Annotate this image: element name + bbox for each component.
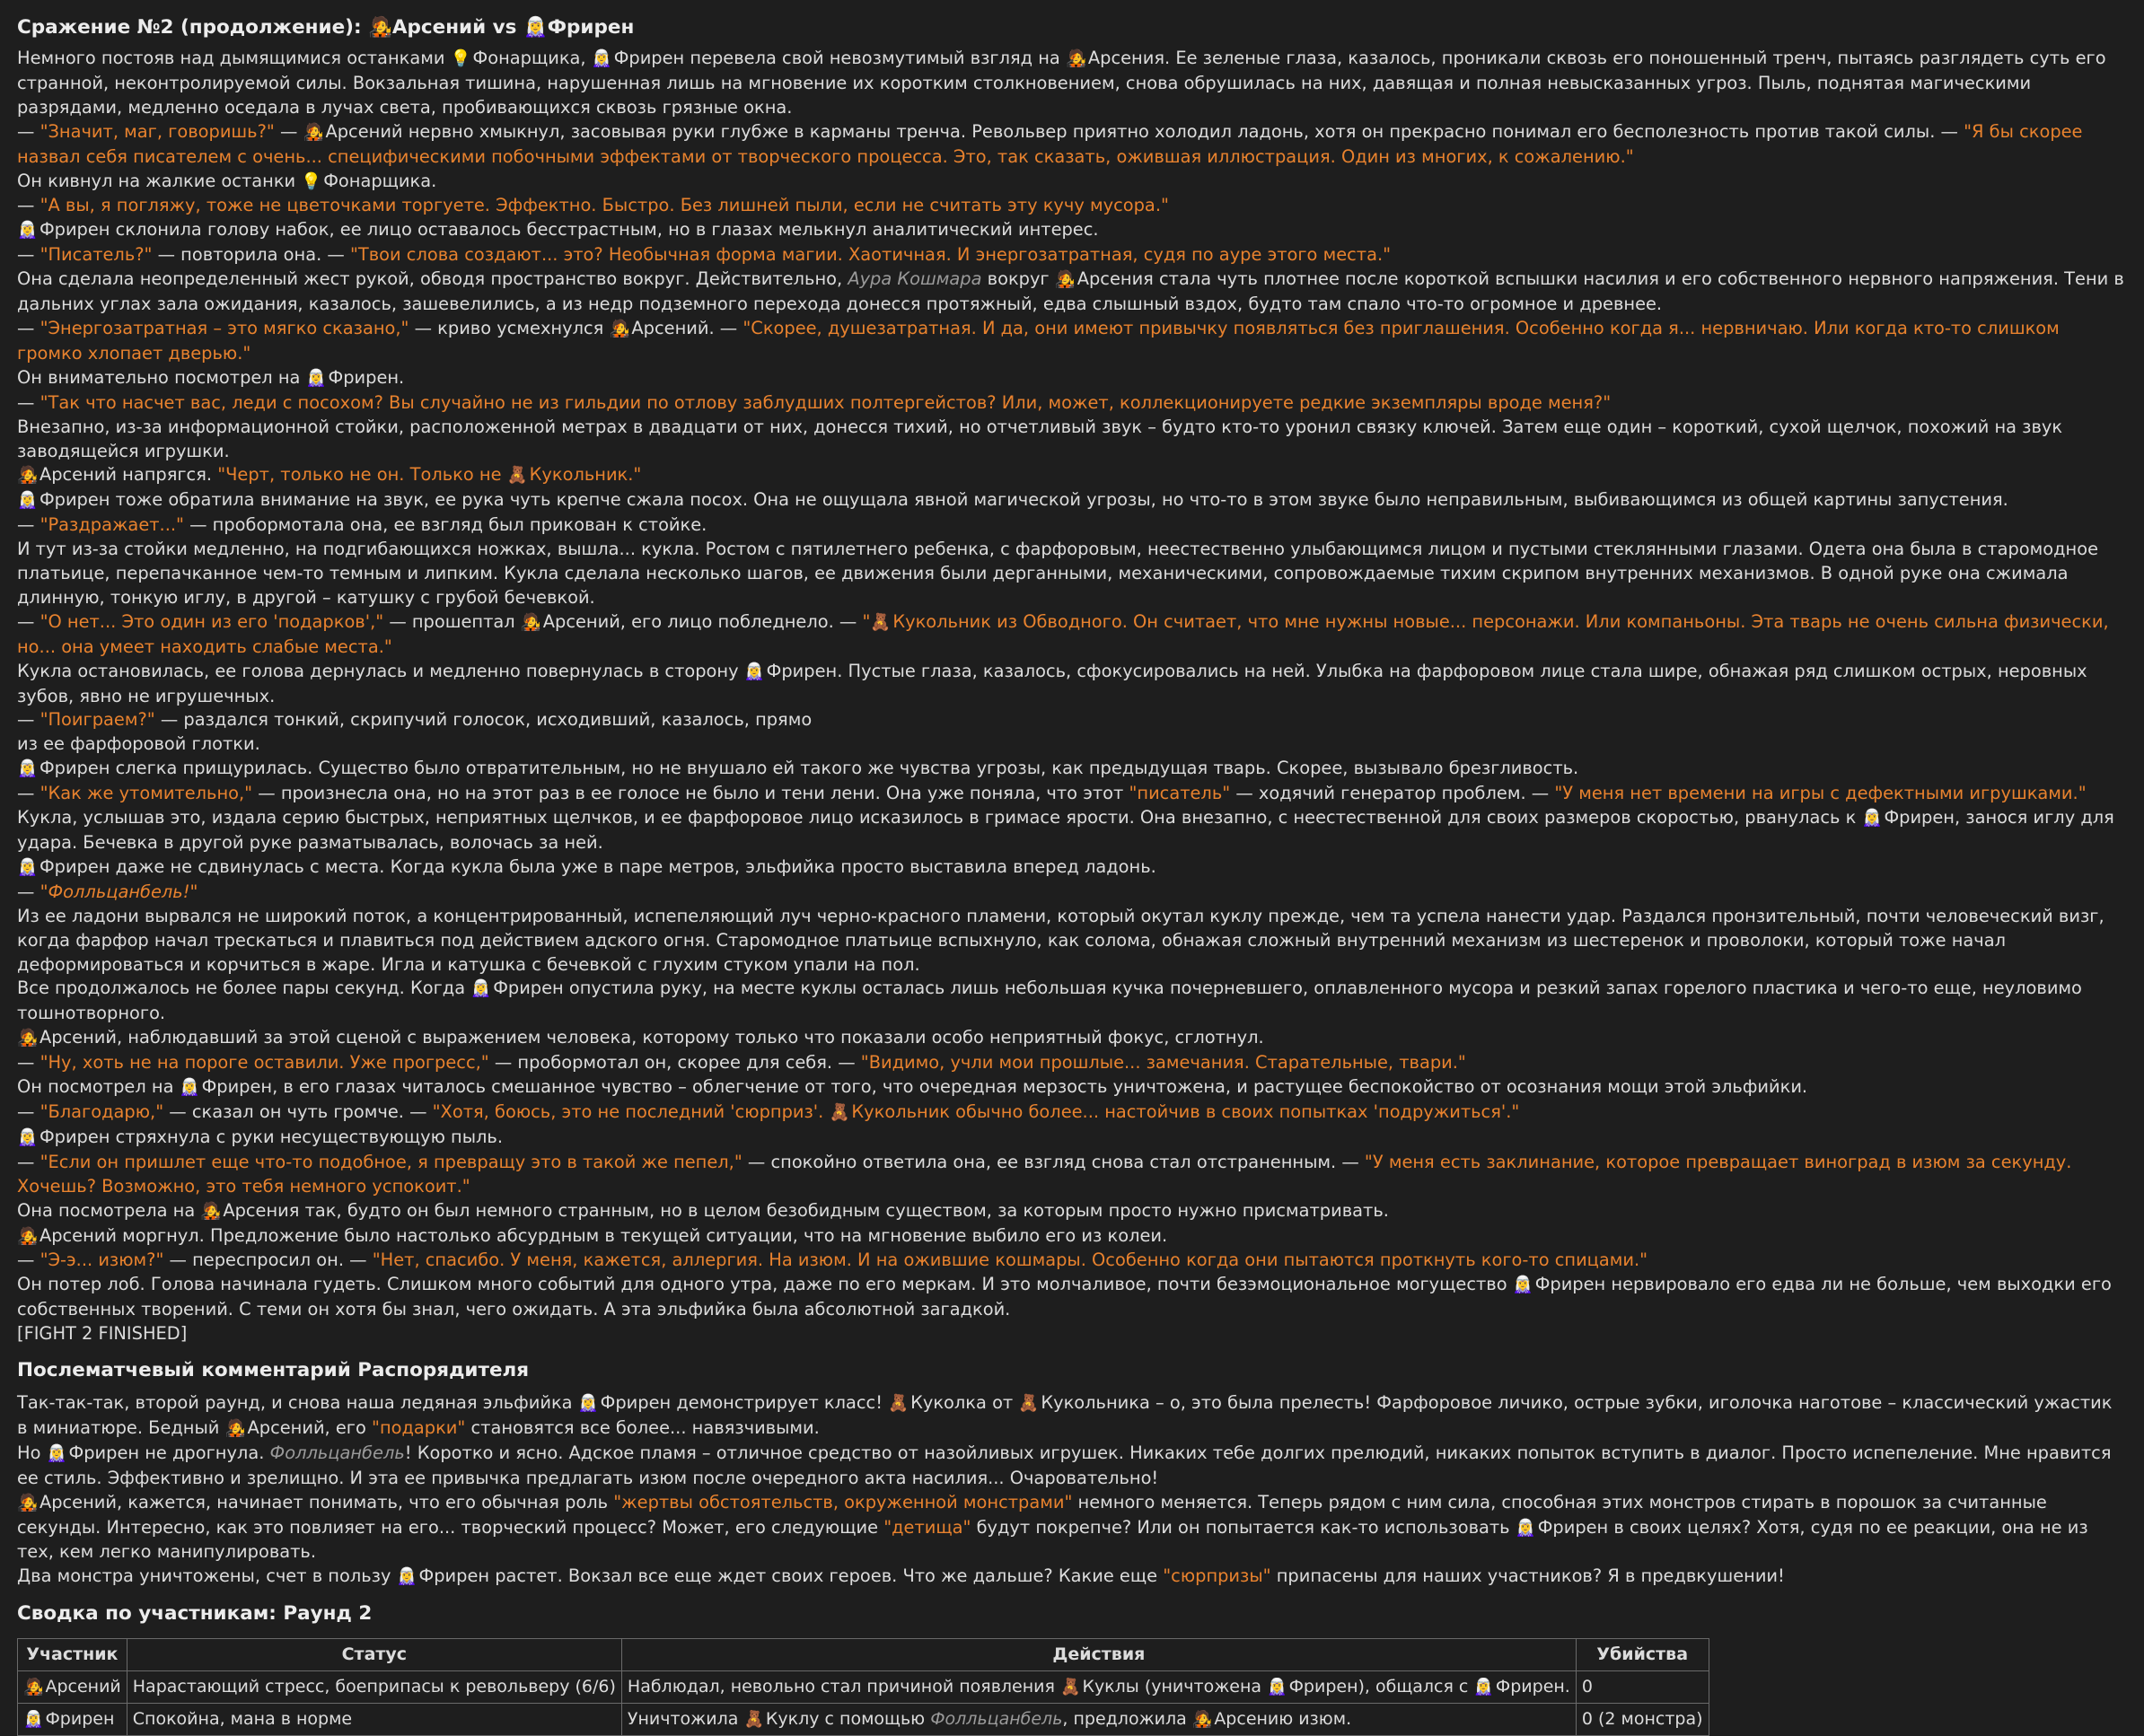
text-run: — повторила она. — xyxy=(152,244,350,266)
quote-text: "А вы, я погляжу, тоже не цветочками торгуете. Эффектно. Быстро. Без лишней пыли, если не считать эту кучу мусора." xyxy=(40,195,1169,216)
text-run: Арсений xyxy=(45,1677,121,1697)
paragraph xyxy=(17,243,2127,267)
emoji-icon: 🧝‍♀️ xyxy=(1861,809,1883,829)
quote-text: "У меня есть заклинание, которое превращает виноград в изюм за секунду. Хочешь? Возможно, это тебя немного успокоит." xyxy=(17,1151,2072,1197)
text-run: Фрирен стряхнула с руки несуществующую пыль. xyxy=(39,1126,504,1147)
spell-name: "Фолльцанбель!" xyxy=(40,881,198,902)
emoji-icon: 🧝‍♀️ xyxy=(17,857,38,877)
table-row xyxy=(18,1704,1709,1736)
paragraph xyxy=(17,708,2127,732)
emoji-icon: 🧸 xyxy=(743,1710,764,1730)
text-run: Фрирен даже не сдвинулась с места. Когда кукла была уже в паре метров, эльфийка просто выставила вперед ладонь. xyxy=(39,855,1156,877)
text-run: Он внимательно посмотрел на xyxy=(17,366,306,388)
commentary-heading: Послематчевый комментарий Распорядителя xyxy=(17,1359,530,1382)
paragraph xyxy=(17,1565,2127,1590)
text-run: — xyxy=(17,391,40,413)
text-run: Арсений напрягся. xyxy=(39,464,218,486)
italic-term: Аура Кошмара xyxy=(848,268,982,290)
quote-text: Кукольник обычно более... настойчив в своих попытках 'подружиться'." xyxy=(851,1100,1520,1122)
text-run: Арсений моргнул. Предложение было настолько абсурдным в текущей ситуации, что на мгновение выбило его из колеи. xyxy=(39,1224,1168,1246)
quote-text: "писатель" xyxy=(1129,783,1231,804)
emoji-icon: 🧝‍♀️ xyxy=(305,368,327,388)
paragraph xyxy=(17,1491,2127,1565)
text-run: немного меняется. Теперь рядом с ним сила, способная этих монстров стирать в порошок за считанные секунды. Интересно, как это повлияет на его... творческий процесс? Может, его следующие xyxy=(17,1491,2047,1538)
text-run: — переспросил он. — xyxy=(163,1249,373,1271)
text-run: Так-так-так, второй раунд, и снова наша ледяная эльфийка xyxy=(17,1392,578,1414)
emoji-icon: 🧝‍♀️ xyxy=(1267,1678,1287,1697)
text-run: Фонарщика. xyxy=(323,170,437,191)
text-run: Арсений. — xyxy=(631,317,743,338)
quote-text: "сюрпризы" xyxy=(1163,1565,1271,1587)
paragraph xyxy=(17,513,2127,538)
emoji-icon: 🧑‍🎤 xyxy=(303,122,324,142)
emoji-icon: 🧑‍🎤 xyxy=(200,1201,222,1221)
emoji-icon: 🧝‍♀️ xyxy=(591,49,612,68)
emoji-icon: 🧝‍♀️ xyxy=(577,1394,599,1414)
paragraph xyxy=(17,1126,2127,1151)
text-run: [FIGHT 2 FINISHED] xyxy=(17,1323,188,1345)
text-run: Внезапно, из-за информационной стойки, расположенной метрах в двадцати от них, донесся тихий, но отчетливый звук – будто кто-то уронил связку ключей. Затем еще один – короткий, сухой щелчок, похожий на звук заводящейся игрушки. xyxy=(17,416,2063,461)
paragraph xyxy=(17,366,2127,391)
text-run: Два монстра уничтожены, счет в пользу xyxy=(17,1565,397,1587)
emoji-icon: 🧑‍🎤 xyxy=(520,612,541,632)
text-run: Куколка от xyxy=(910,1392,1019,1414)
italic-term: Фолльцанбель xyxy=(269,1442,405,1463)
quote-text: "детища" xyxy=(883,1516,971,1538)
quote-text: "Поиграем?" xyxy=(40,709,155,731)
emoji-icon: 🧑‍🎤 xyxy=(17,1493,38,1512)
text-run: Фрирен слегка прищурилась. Существо было отвратительным, но не внушало ей такого же чувства угрозы, как предыдущая тварь. Скорее, вызывало брезгливость. xyxy=(39,758,1579,779)
table-header-cell: Участник xyxy=(18,1639,127,1671)
text-run: становятся все более... навязчивыми. xyxy=(465,1416,820,1438)
text-run: 0 (2 монстра) xyxy=(1581,1709,1703,1730)
text-run: — xyxy=(17,317,40,338)
quote-text: "Хотя, боюсь, это не последний 'сюрприз'. xyxy=(432,1100,830,1122)
text-run: Куклы (уничтожена xyxy=(1082,1677,1268,1697)
text-run: — xyxy=(17,1151,40,1172)
text-run: Фрирен не дрогнула. xyxy=(68,1442,270,1463)
text-run: Она сделала неопределенный жест рукой, обводя пространство вокруг. Действительно, xyxy=(17,268,848,290)
paragraph xyxy=(17,391,2127,416)
quote-text: Кукольник из Обводного. Он считает, что мне нужны новые... персонажи. Или компаньоны. Эта тварь не очень сильна физически, но... она умеет находить слабые места." xyxy=(17,610,2109,657)
emoji-icon: 🧑‍🎤 xyxy=(17,1226,38,1246)
paragraph xyxy=(17,1100,2127,1126)
emoji-icon: 🧑‍🎤 xyxy=(224,1418,246,1438)
paragraph xyxy=(17,1051,2127,1075)
text-run: — xyxy=(17,1052,40,1074)
emoji-icon: 🧸 xyxy=(870,612,892,632)
text-run: Фрирен в своих целях? Хотя, судя по ее реакции, она не из тех, кем легко манипулировать. xyxy=(17,1516,2088,1563)
quote-text: "О нет... Это один из его 'подарков'," xyxy=(40,610,384,632)
text-run: Нарастающий стресс, боеприпасы к револьверу (6/6) xyxy=(132,1677,616,1697)
text-run: Фрирен склонила голову набок, ее лицо оставалось бесстрастным, но в глазах мелькнул аналитический интерес. xyxy=(39,219,1099,241)
text-run: 0 xyxy=(1581,1677,1593,1697)
emoji-icon: 🧸 xyxy=(1018,1394,1040,1414)
text-run: — раздался тонкий, скрипучий голосок, исходивший, казалось, прямо xyxy=(154,709,813,731)
text-run: Кукла остановилась, ее голова дернулась и медленно повернулась в сторону xyxy=(17,660,744,681)
table-cell xyxy=(18,1704,127,1736)
emoji-icon: 🧝‍♀️ xyxy=(17,1127,38,1147)
quote-text: "Значит, маг, говоришь?" xyxy=(40,120,275,142)
emoji-icon: 🧝‍♀️ xyxy=(17,491,38,511)
paragraph xyxy=(17,782,2127,806)
emoji-icon: 🧝‍♀️ xyxy=(17,221,38,241)
text-run: Наблюдал, невольно стал причиной появления xyxy=(627,1677,1060,1697)
quote-text: "Я бы скорее назвал себя писателем с очень... специфическими побочными эффектами от творческого процесса. Это, так сказать, ожившая иллюстрация. Один из многих, к сожалению." xyxy=(17,120,2083,167)
paragraph xyxy=(17,488,2127,513)
emoji-icon: 🧑‍🎤 xyxy=(1054,270,1076,290)
paragraph xyxy=(17,732,2127,757)
text-run: Фрирен опустила руку, на месте куклы осталась лишь небольшая кучка почерневшего, оплавленного мусора и резкий запах горелого пластика и чего-то еще, неуловимо тошнотворного. xyxy=(17,978,2082,1024)
table-cell xyxy=(18,1671,127,1704)
text-run: И тут из-за стойки медленно, на подгибающихся ножках, вышла... кукла. Ростом с пятилетнего ребенка, с фарфоровым, неестественно улыбающимся лицом и пустыми стеклянными глазами. Одета она была в старомодное платьице, перепачканное чем-то темным и липким. Кукла сделала несколько шагов, ее движения были дерганными, механическими, сопровождаемые тихим скрипом внутренних механизмов. В одной руке она сжимала длинную, тонкую иглу, в другой – катушку с грубой бечевкой. xyxy=(17,539,2098,608)
quote-text: "подарки" xyxy=(372,1416,466,1438)
paragraph xyxy=(17,1075,2127,1100)
table-cell xyxy=(1576,1704,1709,1736)
paragraph xyxy=(17,1391,2127,1442)
text-run: Фрирен. Пустые глаза, казалось, сфокусировались на ней. Улыбка на фарфоровом лице стала шире, обнажая ряд слишком острых, неровных зубов, явно не игрушечных. xyxy=(17,660,2087,706)
emoji-icon: 🧑‍🎤 xyxy=(1065,49,1086,68)
text-run: — xyxy=(274,120,303,142)
text-run: — xyxy=(17,610,40,632)
text-run: Арсений, его лицо побледнело. — xyxy=(542,610,863,632)
text-run: Арсений, кажется, начинает понимать, что его обычная роль xyxy=(39,1491,614,1512)
text-run: Фрирен перевела свой невозмутимый взгляд на xyxy=(613,48,1066,68)
text-run: Фонарщика, xyxy=(472,48,592,68)
text-run: Арсений, наблюдавший за этой сценой с выражением человека, которому только что показали особо неприятный фокус, сглотнул. xyxy=(39,1027,1264,1048)
table-header-cell: Действия xyxy=(621,1639,1576,1671)
paragraph xyxy=(17,170,2127,195)
text-run: — xyxy=(17,244,40,266)
paragraph xyxy=(17,881,2127,905)
text-run: вокруг xyxy=(981,268,1055,290)
text-run: Арсению изюм. xyxy=(1214,1709,1352,1730)
paragraph xyxy=(17,463,2127,488)
paragraph xyxy=(17,1273,2127,1322)
paragraph xyxy=(17,416,2127,464)
emoji-icon: 🧑‍🎤 xyxy=(17,1029,38,1048)
table-cell xyxy=(127,1704,621,1736)
paragraph xyxy=(17,267,2127,317)
text-run: Фрирен), общался с xyxy=(1288,1677,1474,1697)
emoji-icon: 🧝‍♀️ xyxy=(46,1443,67,1463)
paragraph xyxy=(17,1322,2127,1346)
quote-text: Кукольник." xyxy=(529,464,642,486)
text-run: Но xyxy=(17,1442,47,1463)
italic-term: Фолльцанбель xyxy=(930,1709,1063,1730)
quote-text: "Раздражает..." xyxy=(40,514,184,536)
emoji-icon: 🧸 xyxy=(888,1394,909,1414)
quote-text: "Благодарю," xyxy=(40,1100,164,1122)
text-run: — спокойно ответила она, ее взгляд снова стал отстраненным. — xyxy=(742,1151,1365,1172)
text-run: Фрирен. xyxy=(1495,1677,1570,1697)
paragraph xyxy=(17,757,2127,782)
text-run: Арсений нервно хмыкнул, засовывая руки глубже в карманы тренча. Револьвер приятно холодил ладонь, хотя он прекрасно понимал его бесполезность против такой силы. — xyxy=(325,120,1964,142)
text-run: Уничтожила xyxy=(627,1709,744,1730)
paragraph xyxy=(17,194,2127,218)
text-run: — сказал он чуть громче. — xyxy=(163,1100,433,1122)
text-run: Фрирен демонстрирует класс! xyxy=(600,1392,889,1414)
text-run: из ее фарфоровой глотки. xyxy=(17,733,260,755)
text-run: — произнесла она, но на этот раз в ее голосе не было и тени лени. Она уже поняла, что этот xyxy=(252,783,1129,804)
emoji-icon: 🧸 xyxy=(1060,1678,1081,1697)
paragraph xyxy=(17,905,2127,978)
text-run: будут покрепче? Или он попытается как-то использовать xyxy=(971,1516,1516,1538)
table-cell xyxy=(1576,1671,1709,1704)
paragraph xyxy=(17,317,2127,366)
paragraph xyxy=(17,1026,2127,1051)
table-cell xyxy=(621,1704,1576,1736)
text-run: Кукла, услышав это, издала серию быстрых, неприятных щелчков, и ее фарфоровое лицо исказилось в гримасе ярости. Она внезапно, с неестественной для своих размеров скоростью, рванулась к xyxy=(17,807,1862,829)
paragraph xyxy=(17,977,2127,1026)
table-row xyxy=(18,1671,1709,1704)
emoji-icon: 🧝‍♀️ xyxy=(179,1078,200,1098)
emoji-icon: 🧝‍♀️ xyxy=(396,1567,417,1587)
table-header-cell: Убийства xyxy=(1576,1639,1709,1671)
quote-text: "Как же утомительно," xyxy=(40,783,253,804)
paragraph xyxy=(17,1442,2127,1491)
paragraph xyxy=(17,1249,2127,1273)
text-run: Фрирен xyxy=(45,1709,115,1730)
emoji-icon: 🧑‍🎤 xyxy=(1191,1710,1213,1730)
summary-table xyxy=(17,1638,1709,1736)
text-run: Немного постояв над дымящимися останками xyxy=(17,48,451,68)
table-cell xyxy=(621,1671,1576,1704)
text-run: Фрирен, занося иглу для удара. Бечевка в другой руке разматывалась, волочась за ней. xyxy=(17,807,2114,853)
text-run: — xyxy=(17,514,40,536)
text-run: — xyxy=(17,881,40,902)
quote-text: "Э-э... изюм?" xyxy=(40,1249,164,1271)
text-run: Спокойна, мана в норме xyxy=(132,1709,353,1730)
text-run: — xyxy=(17,1100,40,1122)
paragraph xyxy=(17,1224,2127,1249)
paragraph xyxy=(17,47,2127,120)
emoji-icon: 🧝‍♀️ xyxy=(1512,1276,1533,1295)
text-run: Фрирен тоже обратила внимание на звук, ее рука чуть крепче сжала посох. Она не ощущала явной магической угрозы, но что-то в этом звуке было неправильным, выбивающимся из общей картины запустения. xyxy=(39,489,2008,511)
text-run: Арсения стала чуть плотнее после короткой вспышки насилия и его собственного нервного напряжения. Тени в дальних углах зала ожидания, казалось, зашевелились, а из недр подземного перехода донесся протяжный, едва слышный вздох, будто там спало что-то огромное и древнее. xyxy=(17,268,2124,315)
emoji-icon: 🧝‍♀️ xyxy=(17,759,38,779)
paragraph xyxy=(17,1199,2127,1224)
quote-text: "Писатель?" xyxy=(40,244,153,266)
text-run: — xyxy=(17,783,40,804)
text-run: Он посмотрел на xyxy=(17,1076,180,1098)
fight-title: Сражение №2 (продолжение): 🧑‍🎤Арсений vs 🧝‍♀️Фрирен xyxy=(17,16,635,39)
commentary-text xyxy=(17,1391,2127,1590)
text-run: — xyxy=(17,195,40,216)
emoji-icon: 💡 xyxy=(301,171,322,191)
quote-text: "Ну, хоть не на пороге оставили. Уже прогресс," xyxy=(40,1052,489,1074)
quote-text: "Так что насчет вас, леди с посохом? Вы случайно не из гильдии по отлову заблудших полтергейстов? Или, может, коллекционируете редкие экземпляры вроде меня?" xyxy=(40,391,1612,413)
text-run: Кукольника – о, это была прелесть! Фарфоровое личико, острые зубки, иголочка наготове – классический ужастик в миниатюре. Бедный xyxy=(17,1392,2113,1438)
emoji-icon: 🧸 xyxy=(829,1102,850,1122)
paragraph xyxy=(17,855,2127,881)
emoji-icon: 🧝‍♀️ xyxy=(743,662,765,681)
text-run: — xyxy=(17,1249,40,1271)
text-run: Из ее ладони вырвался не широкий поток, а концентрированный, испепеляющий луч черно-красного пламени, который окутал куклу прежде, чем та успела нанести удар. Раздался пронзительный, почти человеческий визг, когда фарфор начал трескаться и плавиться под действием адского огня. Старомодное платьице вспыхнуло, как солома, обнажая сложный внутренний механизм из шестеренок и проволоки, который тоже начал деформироваться и корчиться в жаре. Игла и катушка с бечевкой с глухим стуком упали на пол. xyxy=(17,905,2104,975)
text-run: — ходячий генератор проблем. — xyxy=(1230,783,1555,804)
text-run: Она посмотрела на xyxy=(17,1199,201,1221)
summary-table-header-row xyxy=(18,1639,1709,1671)
text-run: Фрирен, в его глазах читалось смешанное чувство – облегчение от того, что очередная мерзость уничтожена, и растущее беспокойство от осознания мощи этой эльфийки. xyxy=(201,1076,1808,1098)
emoji-icon: 🧸 xyxy=(506,466,528,486)
text-run: Фрирен. xyxy=(328,366,405,388)
text-run: — пробормотала она, ее взгляд был прикован к стойке. xyxy=(183,514,707,536)
story-text xyxy=(17,47,2127,1346)
emoji-icon: 🧝‍♀️ xyxy=(1515,1518,1536,1538)
emoji-icon: 🧑‍🎤 xyxy=(23,1678,44,1697)
table-header-cell: Статус xyxy=(127,1639,621,1671)
text-run: Фрирен растет. Вокзал все еще ждет своих героев. Что же дальше? Какие еще xyxy=(418,1565,1164,1587)
quote-text: "Твои слова создают... это? Необычная форма магии. Хаотичная. И энергозатратная, судя по ауре этого места." xyxy=(349,244,1392,266)
text-run: , предложила xyxy=(1062,1709,1192,1730)
text-run: — пробормотал он, скорее для себя. — xyxy=(488,1052,861,1074)
text-run: Арсения. Ее зеленые глаза, казалось, проникали сквозь его поношенный тренч, пытаясь разглядеть суть его странной, неконтролируемой силы. Вокзальная тишина, нарушенная лишь на мгновение их коротким столкновением, снова обрушилась на них, давящая и полная невысказанных угроз. Пыль, поднятая магическими разрядами, медленно оседала в лучах света, пробивающихся сквозь грязные окна. xyxy=(17,48,2106,118)
paragraph xyxy=(17,610,2127,660)
emoji-icon: 🧝‍♀️ xyxy=(23,1710,44,1730)
text-run: Он кивнул на жалкие останки xyxy=(17,170,302,191)
text-run: Фрирен нервировало его едва ли не больше, чем выходки его собственных творений. С теми он хотя бы знал, чего ожидать. А эта эльфийка была абсолютной загадкой. xyxy=(17,1274,2112,1320)
text-run: Куклу с помощью xyxy=(765,1709,931,1730)
quote-text: "Энергозатратная – это мягко сказано," xyxy=(40,317,409,338)
paragraph xyxy=(17,538,2127,610)
text-run: — xyxy=(17,709,40,731)
paragraph xyxy=(17,218,2127,243)
emoji-icon: 🧝‍♀️ xyxy=(470,979,492,999)
paragraph xyxy=(17,1151,2127,1199)
text-run: — xyxy=(17,120,40,142)
quote-text: "Скорее, душезатратная. И да, они имеют привычку появляться без приглашения. Особенно когда я... нервничаю. Или когда кто-то слишком громко хлопает дверью." xyxy=(17,317,2060,364)
summary-table-body xyxy=(18,1671,1709,1736)
paragraph xyxy=(17,660,2127,709)
text-run: Он потер лоб. Голова начинала гудеть. Слишком много событий для одного утра, даже по его меркам. И это молчаливое, почти безэмоциональное могущество xyxy=(17,1274,1513,1295)
quote-text: "Если он пришлет еще что-то подобное, я превращу это в такой же пепел," xyxy=(40,1151,742,1172)
text-run: ! Коротко и ясно. Адское пламя – отличное средство от назойливых игрушек. Никаких тебе долгих прелюдий, никаких попыток вступить в диалог. Просто испепеление. Мне нравится ее стиль. Эффективно и зрелищно. И эта ее привычка предлагать изюм после очередного акта насилия... Очаровательно! xyxy=(17,1442,2112,1488)
text-run: Все продолжалось не более пары секунд. Когда xyxy=(17,978,471,999)
text-run: — криво усмехнулся xyxy=(409,317,610,338)
emoji-icon: 💡 xyxy=(450,49,471,68)
quote-text: " xyxy=(862,610,871,632)
text-run: Арсений, его xyxy=(247,1416,373,1438)
summary-heading: Сводка по участникам: Раунд 2 xyxy=(17,1602,373,1626)
quote-text: "жертвы обстоятельств, окруженной монстрами" xyxy=(613,1491,1073,1512)
quote-text: "Нет, спасибо. У меня, кажется, аллергия. На изюм. И на ожившие кошмары. Особенно когда они пытаются проткнуть кого-то спицами." xyxy=(372,1249,1648,1271)
table-cell xyxy=(127,1671,621,1704)
text-run: припасены для наших участников? Я в предвкушении! xyxy=(1270,1565,1785,1587)
text-run: Арсения так, будто он был немного странным, но в целом безобидным существом, за которым просто нужно присматривать. xyxy=(223,1199,1389,1221)
paragraph xyxy=(17,120,2127,170)
paragraph xyxy=(17,806,2127,855)
quote-text: "Черт, только не он. Только не xyxy=(217,464,507,486)
emoji-icon: 🧝‍♀️ xyxy=(1473,1678,1494,1697)
text-run: — прошептал xyxy=(383,610,521,632)
emoji-icon: 🧑‍🎤 xyxy=(17,466,38,486)
quote-text: "У меня нет времени на игры с дефектными игрушками." xyxy=(1554,783,2087,804)
quote-text: "Видимо, учли мои прошлые... замечания. Старательные, твари." xyxy=(860,1052,1466,1074)
emoji-icon: 🧑‍🎤 xyxy=(609,319,630,338)
